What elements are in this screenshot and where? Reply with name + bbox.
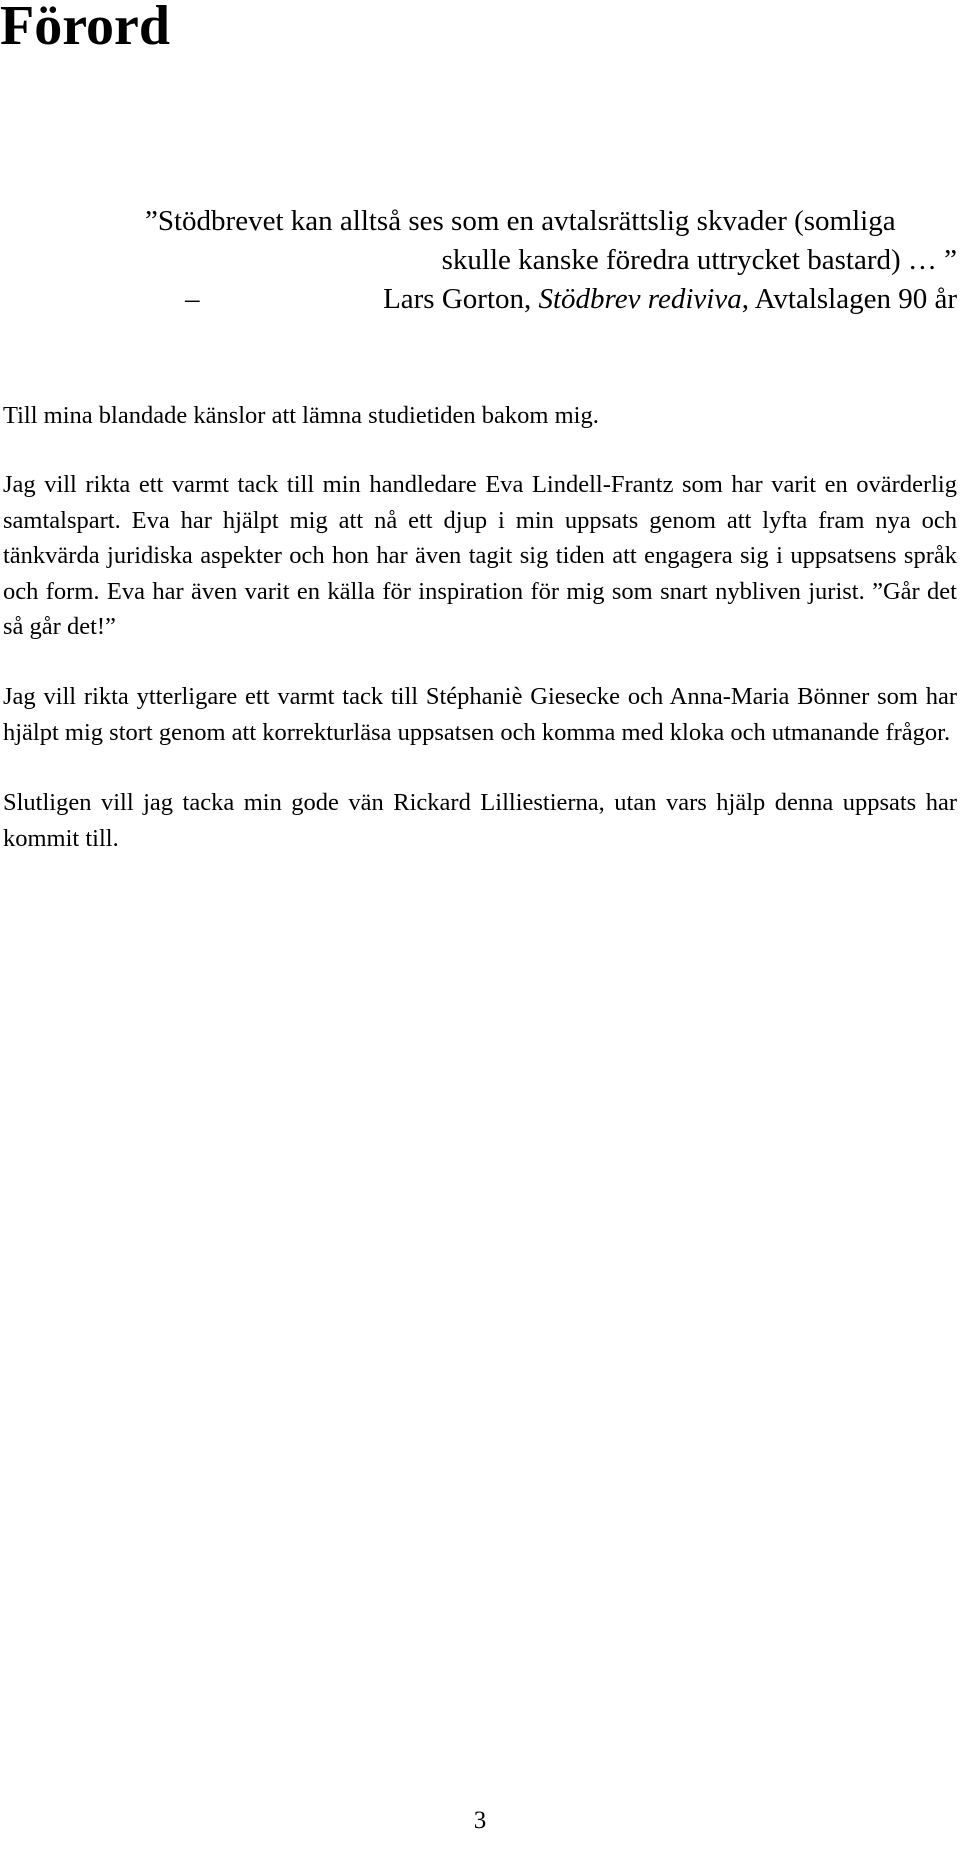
- epigraph-quote: [145, 202, 957, 319]
- attribution-source: , Avtalslagen 90 år: [741, 283, 957, 315]
- paragraph: Slutligen vill jag tacka min gode vän Rickard Lilliestierna, utan vars hjälp denna uppsats har kommit till.: [3, 789, 957, 852]
- page-title: Förord: [0, 0, 171, 57]
- epigraph-attribution: [145, 280, 957, 319]
- paragraph: Jag vill rikta ett varmt tack till min handledare Eva Lindell-Frantz som har varit en ovärderlig samtalspart. Eva har hjälpt mig att nå ett djup i min uppsats genom att lyfta fram nya och tänkvärda juridiska aspekter och hon har även tagit sig tiden att engagera sig i uppsatsens språk och form. Eva har även varit en källa för inspiration för mig som snart nybliven jurist. ”Går det så går det!”: [3, 471, 957, 641]
- foreword-body: [3, 398, 957, 891]
- paragraph: Till mina blandade känslor att lämna studietiden bakom mig.: [3, 402, 599, 429]
- attribution-work-title: Stödbrev rediviva: [538, 283, 742, 315]
- epigraph-line-1: ”Stödbrevet kan alltså ses som en avtalsrättslig skvader (somliga: [145, 205, 896, 237]
- attribution-author: Lars Gorton,: [383, 283, 532, 315]
- attribution-dash: –: [185, 283, 200, 315]
- epigraph-line-2: skulle kanske föredra uttrycket bastard) … ”: [441, 244, 957, 276]
- paragraph: Jag vill rikta ytterligare ett varmt tack till Stéphaniè Giesecke och Anna-Maria Bönner som har hjälpt mig stort genom att korrekturläsa uppsatsen och komma med kloka och utmanande frågor.: [3, 683, 957, 746]
- page-number: 3: [473, 1807, 487, 1834]
